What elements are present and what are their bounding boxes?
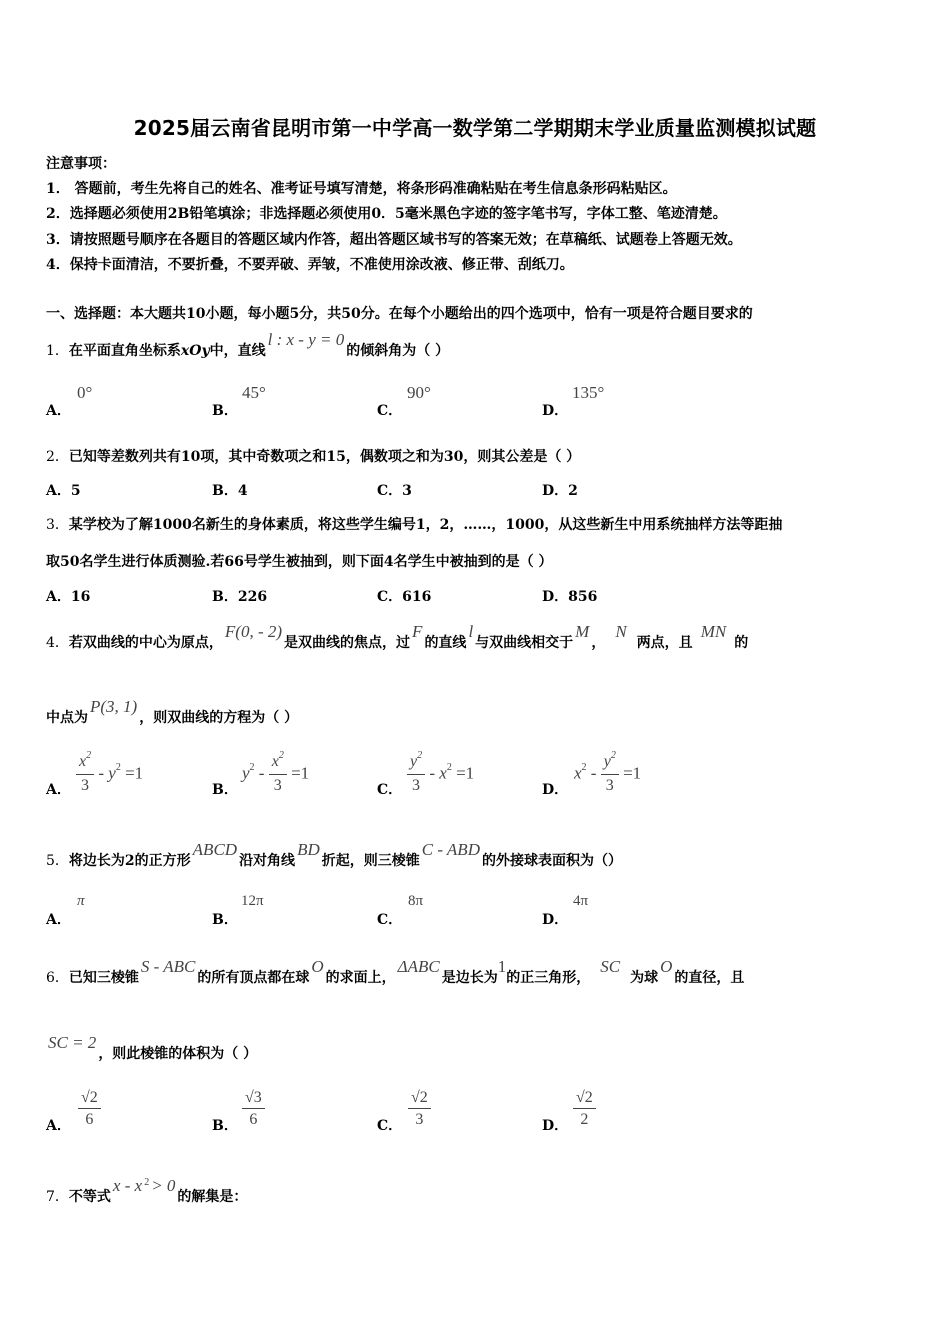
q1-option-a-value: 0°	[77, 383, 93, 402]
section-heading: 一、选择题：本大题共10小题，每小题5分，共50分。在每个小题给出的四个选项中，恰有一项是符合题目要求的	[46, 306, 753, 322]
exam-title: 2025届云南省昆明市第一中学高一数学第二学期期末学业质量监测模拟试题	[133, 116, 817, 140]
question-text: 中，直线	[209, 343, 266, 359]
math-expression: P(3, 1)	[90, 697, 138, 716]
question-number: 1．	[46, 343, 69, 359]
q6-option-b-label: B．	[212, 1118, 238, 1134]
math-var: xOy	[180, 343, 210, 359]
question-text: 已知等差数列共有10项，其中奇数项之和15，偶数项之和为30，则其公差是（ ）	[68, 449, 581, 465]
q1-option-d-label: D．	[542, 403, 569, 419]
question-6-line-2: SC = 2，则此棱锥的体积为（ ）	[48, 1033, 258, 1062]
math-expression: S - ABC	[140, 957, 196, 976]
q4-option-a-value: $\frac{x^2}{3}$ - $y^2 =1$	[76, 752, 143, 797]
q3-option-b: B．226	[212, 589, 268, 605]
notice-item-4: 4．保持卡面清洁，不要折叠，不要弄破、弄皱，不准使用涂改液、修正带、刮纸刀。	[46, 257, 574, 273]
question-text: 的倾斜角为（ ）	[346, 343, 450, 359]
question-4-line-1: 4．若双曲线的中心为原点，F(0, - 2)是双曲线的焦点，过F的直线l与双曲线相交于M，N两点，且MN的	[46, 622, 749, 651]
question-7: 7．不等式x - x $^2$ > 0的解集是：	[46, 1176, 248, 1205]
question-4-line-2: 中点为P(3, 1)，则双曲线的方程为（ ）	[46, 697, 299, 726]
question-text: 某学校为了解1000名新生的身体素质，将这些学生编号1，2，……，1000，从这些新生中用系统抽样方法等距抽	[68, 517, 783, 533]
q3-option-a: A．16	[46, 589, 91, 605]
q1-option-c-value: 90°	[407, 383, 431, 402]
q1-option-d-value: 135°	[572, 383, 605, 402]
q2-option-b: B．4	[212, 483, 248, 499]
q2-option-a: A．5	[46, 483, 81, 499]
q4-option-d-label: D．	[542, 782, 569, 798]
q5-option-d-label: D．	[542, 912, 569, 928]
q2-option-d: D．2	[542, 483, 578, 499]
q4-option-a-label: A．	[46, 782, 71, 798]
q6-option-b-value: $\frac{√3}{6}$	[242, 1088, 265, 1131]
q5-option-c-value: 8π	[408, 893, 424, 909]
q5-option-c-label: C．	[377, 912, 403, 928]
question-number: 2．	[46, 449, 69, 465]
math-expression: F(0, - 2)	[224, 622, 283, 641]
question-1	[46, 330, 450, 360]
math-expression: ABCD	[192, 840, 238, 859]
q4-option-c-label: C．	[377, 782, 403, 798]
q6-option-c-value: $\frac{√2}{3}$	[408, 1088, 431, 1131]
notice-heading: 注意事项：	[46, 156, 116, 172]
q5-option-b-value: 12π	[241, 893, 264, 909]
q5-option-a-label: A．	[46, 912, 71, 928]
q4-option-b-value: $y^2$ - $\frac{x^2}{3}$ =1	[242, 750, 310, 794]
notice-item-2: 2．选择题必须使用2B铅笔填涂；非选择题必须使用0．5毫米黑色字迹的签字笔书写，字体工整、笔迹清楚。	[46, 206, 727, 222]
notice-item-1: 1． 答题前，考生先将自己的姓名、准考证号填写清楚，将条形码准确粘贴在考生信息条形码粘贴区。	[46, 181, 677, 197]
q1-option-a-label: A．	[46, 403, 71, 419]
math-expression: x - x	[112, 1176, 143, 1195]
q4-option-c-value: $\frac{y^2}{3}$ - $x^2 =1$	[407, 752, 474, 797]
question-2	[46, 446, 580, 466]
q5-option-d-value: 4π	[573, 893, 589, 909]
q1-option-c-label: C．	[377, 403, 403, 419]
notice-item-3: 3．请按照题号顺序在各题目的答题区域内作答，超出答题区域书写的答案无效；在草稿纸、试题卷上答题无效。	[46, 232, 742, 248]
question-text: 在平面直角坐标系	[68, 343, 181, 359]
math-expression: SC = 2	[48, 1033, 97, 1052]
q1-option-b-value: 45°	[242, 383, 266, 402]
q6-option-a-value: $\frac{√2}{6}$	[78, 1088, 101, 1131]
q5-option-b-label: B．	[212, 912, 238, 928]
q3-option-c: C．616	[377, 589, 432, 605]
math-expression: l : x - y = 0	[267, 330, 345, 349]
question-3-line-1	[46, 514, 782, 534]
q4-option-d-value: $x^2$ - $\frac{y^2}{3}$ =1	[574, 750, 642, 794]
q5-option-a-value: π	[77, 893, 85, 909]
q6-option-a-label: A．	[46, 1118, 71, 1134]
q1-option-b-label: B．	[212, 403, 238, 419]
question-6-line-1: 6．已知三棱锥S - ABC的所有顶点都在球O的求面上，ΔABC是边长为1的正三角形，SC为球O的直径，且	[46, 957, 745, 986]
question-number: 3．	[46, 517, 69, 533]
question-5: 5．将边长为2的正方形ABCD沿对角线BD折起，则三棱锥C - ABD的外接球表面积为（）	[46, 840, 622, 869]
q6-option-d-label: D．	[542, 1118, 569, 1134]
q6-option-d-value: $\frac{√2}{2}$	[573, 1088, 596, 1131]
q3-option-d: D．856	[542, 589, 598, 605]
q4-option-b-label: B．	[212, 782, 238, 798]
q2-option-c: C．3	[377, 483, 412, 499]
q6-option-c-label: C．	[377, 1118, 403, 1134]
question-3-line-2: 取50名学生进行体质测验.若66号学生被抽到，则下面4名学生中被抽到的是（ ）	[46, 554, 553, 570]
